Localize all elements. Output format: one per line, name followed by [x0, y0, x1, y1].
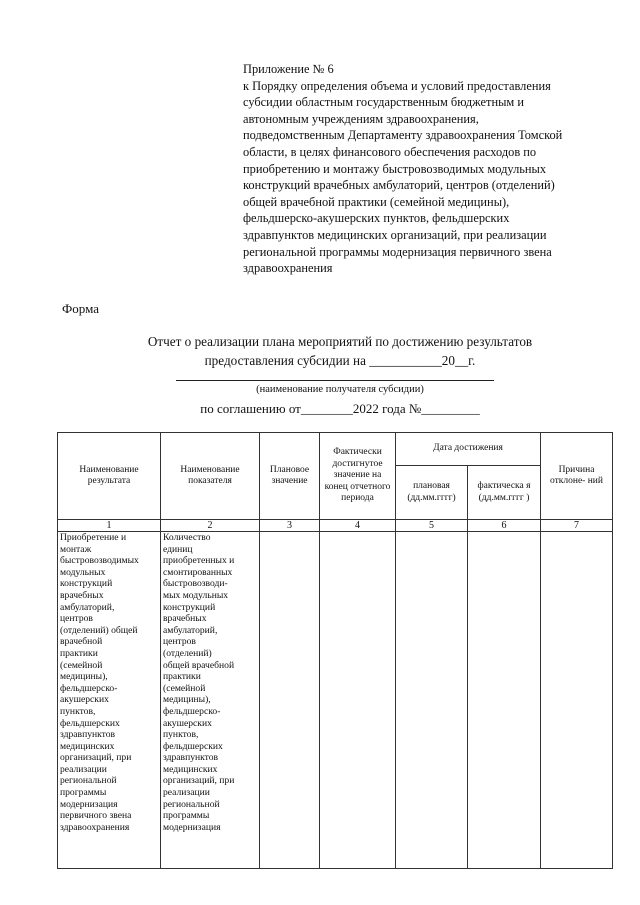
indicator-line: центров — [163, 636, 196, 648]
indicator-line: быстровозводи- — [163, 578, 228, 590]
appendix-line: здравоохранения — [243, 261, 333, 276]
appendix-line: Приложение № 6 — [243, 62, 334, 76]
appendix-line: субсидии областным государственным бюджетным и — [243, 95, 524, 110]
report-table — [57, 432, 613, 869]
result-line: врачебных — [60, 589, 104, 601]
header-indicator-name: Наименование показателя — [161, 433, 260, 520]
result-line: первичного звена — [60, 810, 132, 822]
result-line: медицинских — [60, 740, 115, 752]
result-line: центров — [60, 613, 93, 625]
indicator-line: акушерских — [163, 717, 212, 729]
appendix-line: к Порядку определения объема и условий предоставления — [243, 78, 551, 93]
indicator-line: амбулаторий, — [163, 624, 218, 636]
indicator-line: организаций, при — [163, 775, 235, 787]
appendix-line: общей врачебной практики (семейной медицины), — [243, 194, 510, 209]
result-line: региональной — [60, 775, 117, 787]
indicator-line: единиц — [163, 543, 193, 555]
header-actual-date: фактическа я (дд.мм.гггг ) — [468, 466, 541, 520]
indicator-line: приобретенных и — [163, 555, 235, 567]
result-cell — [58, 532, 161, 869]
actual-date-cell — [468, 532, 541, 869]
result-text — [60, 532, 158, 868]
planned-value-cell — [260, 532, 320, 869]
appendix-line: автономным учреждениям здравоохранения, — [243, 111, 479, 126]
header-result-name: Наименование результата — [58, 433, 161, 520]
recipient-caption: (наименование получателя субсидии) — [256, 384, 424, 395]
planned-date-cell — [396, 532, 468, 869]
result-line: амбулаторий, — [60, 601, 115, 613]
indicator-line: фельдшерско- — [163, 705, 221, 717]
header-actual-value: Фактически достигнутое значение на конец отчетного периода — [320, 433, 396, 520]
indicator-cell — [161, 532, 260, 869]
indicator-line: (отделений) — [163, 647, 212, 659]
indicator-line: общей врачебной — [163, 659, 235, 671]
appendix-line: конструкций врачебных амбулаторий, центров (отделений) — [243, 178, 555, 193]
form-label: Форма — [62, 301, 99, 316]
indicator-line: здравпунктов — [163, 752, 219, 764]
table-header-row — [58, 433, 613, 466]
appendix-line: приобретению и монтажу быстровозводимых модульных — [243, 161, 547, 176]
column-number: 3 — [260, 520, 320, 532]
result-line: медицины), — [60, 671, 108, 683]
deviation-reason-cell — [541, 532, 613, 869]
appendix-line: региональной программы модернизация первичного звена — [243, 244, 552, 259]
column-number: 4 — [320, 520, 396, 532]
indicator-line: программы — [163, 810, 210, 822]
appendix-line: здравпунктов медицинских организаций, при реализации — [243, 227, 547, 242]
result-line: быстровозводимых — [60, 555, 139, 567]
result-line: монтаж — [60, 543, 92, 555]
header-achievement-date: Дата достижения — [396, 433, 541, 466]
result-line: (семейной — [60, 659, 103, 671]
result-line: (отделений) общей — [60, 624, 138, 636]
result-line: модульных — [60, 566, 106, 578]
appendix-block — [243, 61, 613, 277]
column-number: 7 — [541, 520, 613, 532]
report-title — [60, 332, 620, 370]
indicator-line: медицинских — [163, 763, 218, 775]
result-line: организаций, при — [60, 752, 132, 764]
header-planned-value: Плановое значение — [260, 433, 320, 520]
indicator-line: фельдшерских — [163, 740, 223, 752]
report-title-line-2: предоставления субсидии на ___________20__г. — [204, 353, 476, 368]
header-planned-date: плановая (дд.мм.гггг) — [396, 466, 468, 520]
result-line: программы — [60, 787, 107, 799]
result-line: здравоохранения — [60, 821, 130, 833]
appendix-line: подведомственным Департаменту здравоохранения Томской — [243, 128, 563, 143]
agreement-line: по соглашению от________2022 года №_________ — [200, 401, 480, 416]
result-line: фельдшерских — [60, 717, 120, 729]
result-line: акушерских — [60, 694, 109, 706]
indicator-line: региональной — [163, 798, 220, 810]
column-number: 2 — [161, 520, 260, 532]
indicator-line: Количество — [163, 532, 211, 543]
result-line: фельдшерско- — [60, 682, 118, 694]
indicator-line: смонтированных — [163, 566, 233, 578]
header-deviation-reason: Причина отклоне- ний — [541, 433, 613, 520]
result-line: модернизация — [60, 798, 118, 810]
result-line: практики — [60, 647, 98, 659]
recipient-name-line — [176, 380, 494, 381]
column-number: 6 — [468, 520, 541, 532]
indicator-line: врачебных — [163, 613, 207, 625]
table-row — [58, 532, 613, 869]
result-line: реализации — [60, 763, 107, 775]
result-line: здравпунктов — [60, 729, 116, 741]
indicator-line: модернизация — [163, 821, 221, 833]
result-line: Приобретение и — [60, 532, 127, 543]
indicator-line: реализации — [163, 787, 210, 799]
result-line: врачебной — [60, 636, 103, 648]
indicator-line: конструкций — [163, 601, 216, 613]
result-line: конструкций — [60, 578, 113, 590]
report-title-line-1: Отчет о реализации плана мероприятий по достижению результатов — [147, 334, 533, 349]
column-number-row — [58, 520, 613, 532]
column-number: 5 — [396, 520, 468, 532]
result-line: пунктов, — [60, 705, 96, 717]
appendix-line: фельдшерско-акушерских пунктов, фельдшерских — [243, 211, 510, 226]
actual-value-cell — [320, 532, 396, 869]
column-number: 1 — [58, 520, 161, 532]
indicator-line: пунктов, — [163, 729, 199, 741]
indicator-line: медицины), — [163, 694, 211, 706]
indicator-line: (семейной — [163, 682, 206, 694]
appendix-line: области, в целях финансового обеспечения расходов по — [243, 144, 537, 159]
indicator-text — [163, 532, 257, 868]
indicator-line: практики — [163, 671, 201, 683]
indicator-line: мых модульных — [163, 589, 229, 601]
